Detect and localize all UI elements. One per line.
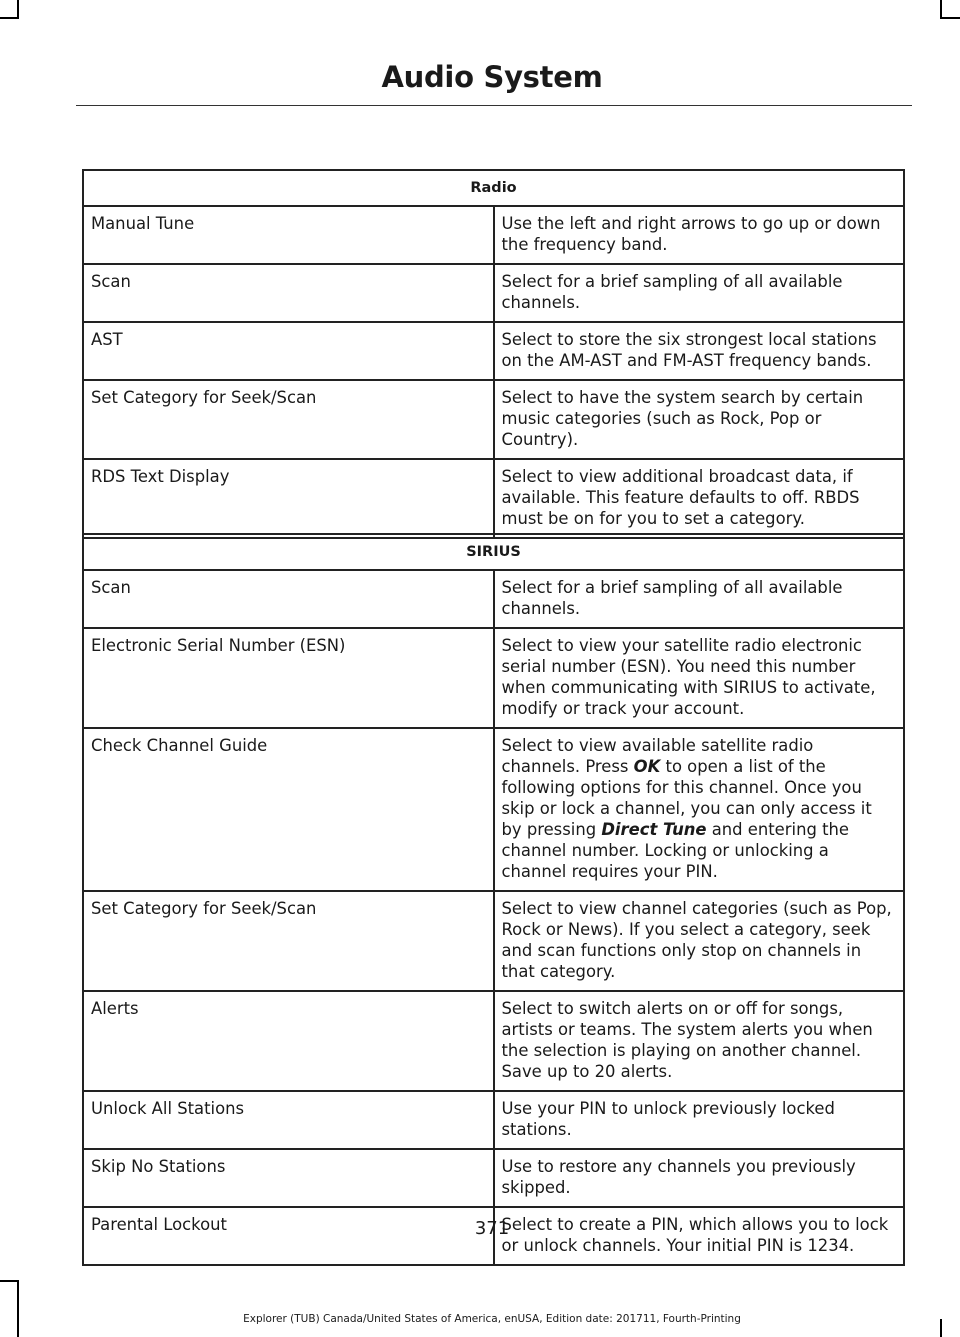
row-label: Scan: [83, 264, 494, 322]
page-title: Audio System: [381, 60, 603, 94]
table-row: [83, 206, 904, 264]
table-row: [83, 322, 904, 380]
row-description: Use to restore any channels you previously skipped.: [494, 1149, 905, 1207]
row-description: Select to have the system search by certain music categories (such as Rock, Pop or Country).: [494, 380, 905, 459]
radio-table: [82, 169, 905, 539]
row-description: Select to view additional broadcast data, if available. This feature defaults to off. RBDS must be on for you to set a category.: [494, 459, 905, 538]
page-number: 371: [474, 1218, 510, 1239]
table-row: [83, 728, 904, 891]
table-header-row: [83, 170, 904, 206]
page-footer: Explorer (TUB) Canada/United States of America, enUSA, Edition date: 201711, Fourth-Printing: [243, 1313, 741, 1325]
table-row: [83, 1091, 904, 1149]
row-description: Select to store the six strongest local stations on the AM-AST and FM-AST frequency bands.: [494, 322, 905, 380]
row-description: Select to switch alerts on or off for songs, artists or teams. The system alerts you when the selection is playing on another channel. Save up to 20 alerts.: [494, 991, 905, 1091]
ok-button-label: OK: [633, 757, 661, 776]
crop-mark: [0, 1280, 19, 1282]
row-description: Select for a brief sampling of all available channels.: [494, 570, 905, 628]
row-description: Use your PIN to unlock previously locked stations.: [494, 1091, 905, 1149]
row-label: AST: [83, 322, 494, 380]
sirius-table: [82, 533, 905, 1266]
row-label: RDS Text Display: [83, 459, 494, 538]
table-row: [83, 264, 904, 322]
crop-mark: [0, 17, 19, 19]
row-description: Select to create a PIN, which allows you to lock or unlock channels. Your initial PIN is 1234.: [494, 1207, 905, 1265]
table-header-row: [83, 534, 904, 570]
row-label: Parental Lockout: [83, 1207, 494, 1265]
row-description: [494, 728, 905, 891]
table-row: [83, 1149, 904, 1207]
row-label: Manual Tune: [83, 206, 494, 264]
row-label: Set Category for Seek/Scan: [83, 891, 494, 991]
radio-table-heading: Radio: [83, 170, 904, 206]
direct-tune-label: Direct Tune: [601, 820, 707, 839]
row-description: Select to view channel categories (such as Pop, Rock or News). If you select a category, seek and scan functions only stop on channels in that category.: [494, 891, 905, 991]
row-label: Check Channel Guide: [83, 728, 494, 891]
crop-mark: [17, 1280, 19, 1337]
table-row: [83, 459, 904, 538]
row-label: Electronic Serial Number (ESN): [83, 628, 494, 728]
table-row: [83, 628, 904, 728]
row-label: Skip No Stations: [83, 1149, 494, 1207]
description-text: and entering the channel number. Locking or unlocking a channel requires your PIN.: [501, 820, 849, 881]
description-text: to open a list of the following options for this channel. Once you skip or lock a channel, you can only access it by pressing: [501, 757, 872, 839]
row-label: Unlock All Stations: [83, 1091, 494, 1149]
crop-mark: [941, 17, 960, 19]
table-row: [83, 380, 904, 459]
row-label: Set Category for Seek/Scan: [83, 380, 494, 459]
row-label: Scan: [83, 570, 494, 628]
table-row: [83, 891, 904, 991]
row-label: Alerts: [83, 991, 494, 1091]
title-rule: [76, 105, 912, 106]
row-description: Select for a brief sampling of all available channels.: [494, 264, 905, 322]
row-description: Use the left and right arrows to go up or down the frequency band.: [494, 206, 905, 264]
table-row: [83, 991, 904, 1091]
table-row: [83, 570, 904, 628]
row-description: Select to view your satellite radio electronic serial number (ESN). You need this number when communicating with SIRIUS to activate, modify or track your account.: [494, 628, 905, 728]
description-text: Select to view available satellite radio channels. Press: [501, 736, 814, 776]
sirius-table-heading: SIRIUS: [83, 534, 904, 570]
